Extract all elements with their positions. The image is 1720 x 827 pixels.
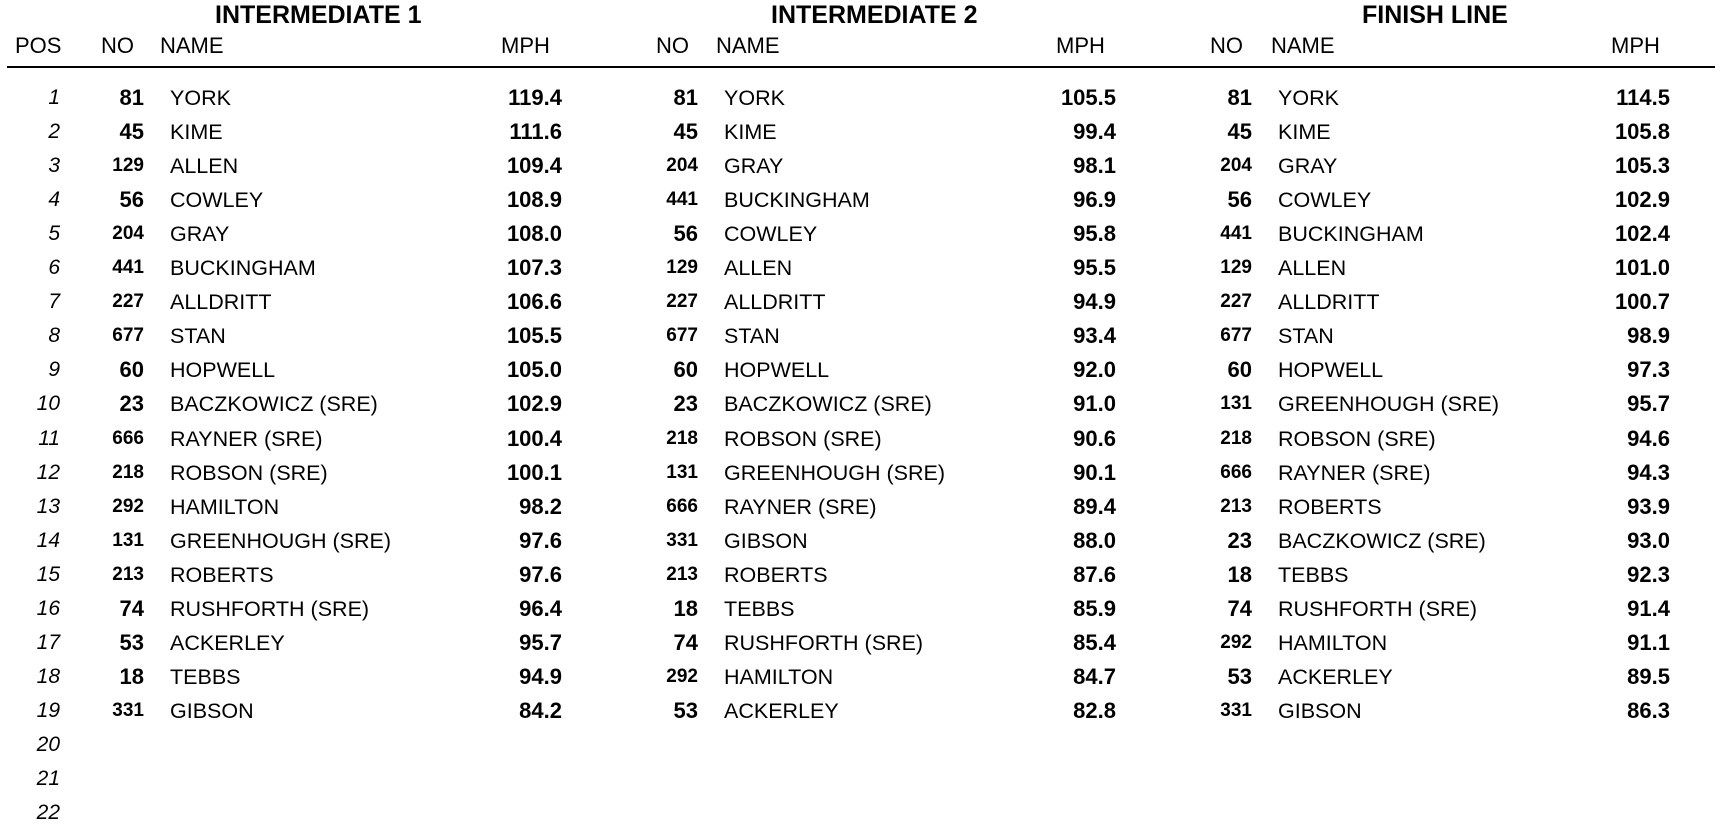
rider-number: 131 [666,462,698,483]
speed-value: 94.3 [1627,460,1670,485]
position-number: 9 [48,358,60,381]
rider-number: 53 [119,630,144,655]
speed-value: 91.4 [1627,596,1670,621]
rider-number: 218 [1220,428,1252,449]
speed-value: 105.5 [1060,85,1116,110]
rider-number: 45 [119,119,144,144]
header-name-2: NAME [716,33,780,58]
speed-value: 89.4 [1073,494,1116,519]
rider-number: 81 [119,85,144,110]
rider-number: 18 [673,596,698,621]
position-number: 20 [36,733,60,756]
rider-name: ROBERTS [170,563,274,587]
rider-number: 18 [119,664,144,689]
speed-value: 105.3 [1614,153,1670,178]
position-number: 3 [48,154,60,177]
rider-name: BACZKOWICZ (SRE) [1278,529,1486,553]
rider-number: 129 [112,155,144,176]
speed-value: 105.0 [506,357,562,382]
position-number: 4 [48,188,60,211]
rider-number: 74 [119,596,144,621]
speed-value: 98.1 [1073,153,1116,178]
rider-name: BACZKOWICZ (SRE) [170,392,378,416]
rider-name: YORK [1278,86,1339,110]
rider-number: 60 [1227,357,1252,382]
rider-number: 213 [666,564,698,585]
rider-number: 204 [112,223,144,244]
rider-name: COWLEY [170,188,264,212]
section-title-intermediate-1: INTERMEDIATE 1 [215,1,422,29]
rider-name: BUCKINGHAM [170,256,316,280]
rider-number: 56 [119,187,144,212]
rider-name: GREENHOUGH (SRE) [170,529,391,553]
rider-name: BUCKINGHAM [724,188,870,212]
rider-number: 45 [1227,119,1252,144]
rider-name: RAYNER (SRE) [1278,461,1431,485]
rider-number: 74 [1227,596,1252,621]
header-divider [7,66,1715,68]
rider-number: 74 [673,630,698,655]
rider-name: RUSHFORTH (SRE) [724,631,924,655]
rider-name: RAYNER (SRE) [170,427,323,451]
speed-value: 98.2 [519,494,562,519]
rider-name: GRAY [170,222,230,246]
position-number: 13 [36,495,60,518]
header-mph-3: MPH [1611,33,1660,58]
position-number: 10 [36,392,60,415]
rider-number: 666 [112,428,144,449]
speed-value: 105.5 [506,323,562,348]
rider-number: 666 [666,496,698,517]
header-mph-2: MPH [1056,33,1105,58]
rider-number: 331 [1220,700,1252,721]
rider-name: GIBSON [1278,699,1362,723]
position-number: 14 [36,529,60,552]
rider-name: STAN [1278,324,1334,348]
rider-number: 60 [119,357,144,382]
speed-value: 108.0 [506,221,562,246]
speed-value: 95.5 [1073,255,1116,280]
position-number: 19 [36,699,60,722]
speed-value: 95.8 [1073,221,1116,246]
rider-name: ALLEN [1278,256,1347,280]
position-number: 12 [36,461,60,484]
speed-value: 82.8 [1073,698,1116,723]
speed-value: 95.7 [519,630,562,655]
header-no-1: NO [101,33,134,58]
rider-name: HAMILTON [724,665,834,689]
rider-name: GREENHOUGH (SRE) [724,461,945,485]
header-pos: POS [15,33,62,58]
position-number: 7 [48,290,60,313]
header-no-2: NO [656,33,689,58]
rider-name: COWLEY [724,222,818,246]
rider-name: ALLDRITT [1278,290,1380,314]
speed-value: 99.4 [1073,119,1116,144]
rider-name: ROBSON (SRE) [724,427,882,451]
rider-name: RAYNER (SRE) [724,495,877,519]
rider-number: 227 [1220,291,1252,312]
rider-name: COWLEY [1278,188,1372,212]
rider-number: 129 [1220,257,1252,278]
rider-number: 23 [119,391,144,416]
rider-name: ACKERLEY [170,631,285,655]
speed-value: 88.0 [1073,528,1116,553]
speed-value: 96.9 [1073,187,1116,212]
rider-name: RUSHFORTH (SRE) [170,597,370,621]
rider-number: 677 [1220,325,1252,346]
speed-value: 91.0 [1073,391,1116,416]
rider-number: 131 [1220,393,1252,414]
position-number: 11 [38,427,60,450]
speed-value: 93.9 [1627,494,1670,519]
speed-value: 86.3 [1627,698,1670,723]
rider-name: GRAY [1278,154,1338,178]
speed-value: 108.9 [506,187,562,212]
rider-number: 331 [112,700,144,721]
speed-value: 97.6 [519,528,562,553]
rider-name: HOPWELL [1278,358,1384,382]
position-number: 8 [48,324,60,347]
header-name-1: NAME [160,33,224,58]
rider-name: STAN [724,324,780,348]
rider-number: 441 [666,189,698,210]
section-title-finish-line: FINISH LINE [1362,1,1508,29]
speed-value: 119.4 [508,85,562,110]
rider-name: ACKERLEY [724,699,839,723]
rider-name: BACZKOWICZ (SRE) [724,392,932,416]
rider-name: ROBERTS [724,563,828,587]
speed-value: 102.9 [1614,187,1670,212]
rider-name: ALLEN [724,256,793,280]
speed-value: 91.1 [1627,630,1670,655]
rider-number: 677 [112,325,144,346]
speed-value: 97.6 [519,562,562,587]
rider-number: 204 [666,155,698,176]
speed-value: 90.6 [1073,426,1116,451]
rider-number: 56 [1227,187,1252,212]
speed-value: 101.0 [1614,255,1670,280]
rider-name: KIME [1278,120,1331,144]
speed-value: 87.6 [1073,562,1116,587]
rider-name: HAMILTON [170,495,280,519]
speed-value: 93.0 [1627,528,1670,553]
rider-name: TEBBS [1278,563,1349,587]
speed-value: 96.4 [519,596,562,621]
rider-name: RUSHFORTH (SRE) [1278,597,1478,621]
rider-number: 292 [112,496,144,517]
rider-number: 129 [666,257,698,278]
rider-name: GREENHOUGH (SRE) [1278,392,1499,416]
rider-number: 23 [673,391,698,416]
rider-name: TEBBS [170,665,241,689]
rider-number: 292 [666,666,698,687]
rider-number: 213 [1220,496,1252,517]
speed-value: 100.4 [506,426,562,451]
rider-number: 18 [1227,562,1252,587]
rider-number: 81 [673,85,698,110]
rider-number: 441 [112,257,144,278]
speed-value: 97.3 [1627,357,1670,382]
rider-name: BUCKINGHAM [1278,222,1424,246]
speed-value: 100.1 [506,460,562,485]
section-title-intermediate-2: INTERMEDIATE 2 [771,1,978,29]
rider-number: 56 [673,221,698,246]
rider-number: 53 [1227,664,1252,689]
speed-value: 109.4 [506,153,562,178]
position-number: 16 [36,597,60,620]
speed-value: 111.6 [509,119,562,144]
speed-value: 106.6 [506,289,562,314]
rider-number: 227 [666,291,698,312]
rider-name: ALLDRITT [170,290,272,314]
position-number: 2 [48,120,60,143]
rider-name: YORK [170,86,231,110]
rider-number: 218 [666,428,698,449]
rider-name: HAMILTON [1278,631,1388,655]
position-number: 6 [48,256,60,279]
position-number: 18 [36,665,60,688]
rider-number: 213 [112,564,144,585]
position-number: 22 [36,801,60,824]
rider-number: 227 [112,291,144,312]
speed-value: 114.5 [1616,85,1670,110]
rider-name: HOPWELL [170,358,276,382]
header-no-3: NO [1210,33,1243,58]
rider-number: 131 [112,530,144,551]
speed-value: 94.9 [1073,289,1116,314]
speed-value: 92.0 [1073,357,1116,382]
position-number: 15 [36,563,60,586]
rider-name: ROBSON (SRE) [170,461,328,485]
speed-value: 93.4 [1073,323,1116,348]
rider-name: KIME [170,120,223,144]
speed-value: 84.7 [1073,664,1116,689]
rider-name: HOPWELL [724,358,830,382]
rider-name: ALLEN [170,154,239,178]
rider-name: ACKERLEY [1278,665,1393,689]
rider-name: GIBSON [170,699,254,723]
rider-name: GIBSON [724,529,808,553]
speed-value: 94.6 [1627,426,1670,451]
speed-value: 95.7 [1627,391,1670,416]
position-number: 5 [48,222,60,245]
rider-number: 218 [112,462,144,483]
rider-name: GRAY [724,154,784,178]
rider-number: 23 [1227,528,1252,553]
rider-name: ROBERTS [1278,495,1382,519]
rider-number: 204 [1220,155,1252,176]
speed-value: 89.5 [1627,664,1670,689]
rider-name: ALLDRITT [724,290,826,314]
rider-number: 441 [1220,223,1252,244]
speed-value: 98.9 [1627,323,1670,348]
rider-number: 45 [673,119,698,144]
rider-name: ROBSON (SRE) [1278,427,1436,451]
rider-number: 677 [666,325,698,346]
rider-name: YORK [724,86,785,110]
header-name-3: NAME [1271,33,1335,58]
speed-value: 102.9 [506,391,562,416]
rider-number: 331 [666,530,698,551]
speed-value: 85.4 [1073,630,1116,655]
speed-value: 85.9 [1073,596,1116,621]
rider-number: 60 [673,357,698,382]
rider-number: 292 [1220,632,1252,653]
rider-name: KIME [724,120,777,144]
speed-value: 105.8 [1614,119,1670,144]
speed-value: 92.3 [1627,562,1670,587]
rider-name: STAN [170,324,226,348]
rider-number: 53 [673,698,698,723]
rider-name: TEBBS [724,597,795,621]
position-number: 21 [36,767,60,790]
speed-value: 100.7 [1614,289,1670,314]
speed-value: 90.1 [1073,460,1116,485]
header-mph-1: MPH [501,33,550,58]
position-number: 17 [36,631,60,654]
speed-value: 84.2 [519,698,562,723]
position-number: 1 [48,86,60,109]
rider-number: 666 [1220,462,1252,483]
speed-value: 94.9 [519,664,562,689]
speed-value: 107.3 [506,255,562,280]
speed-value: 102.4 [1614,221,1670,246]
rider-number: 81 [1227,85,1252,110]
